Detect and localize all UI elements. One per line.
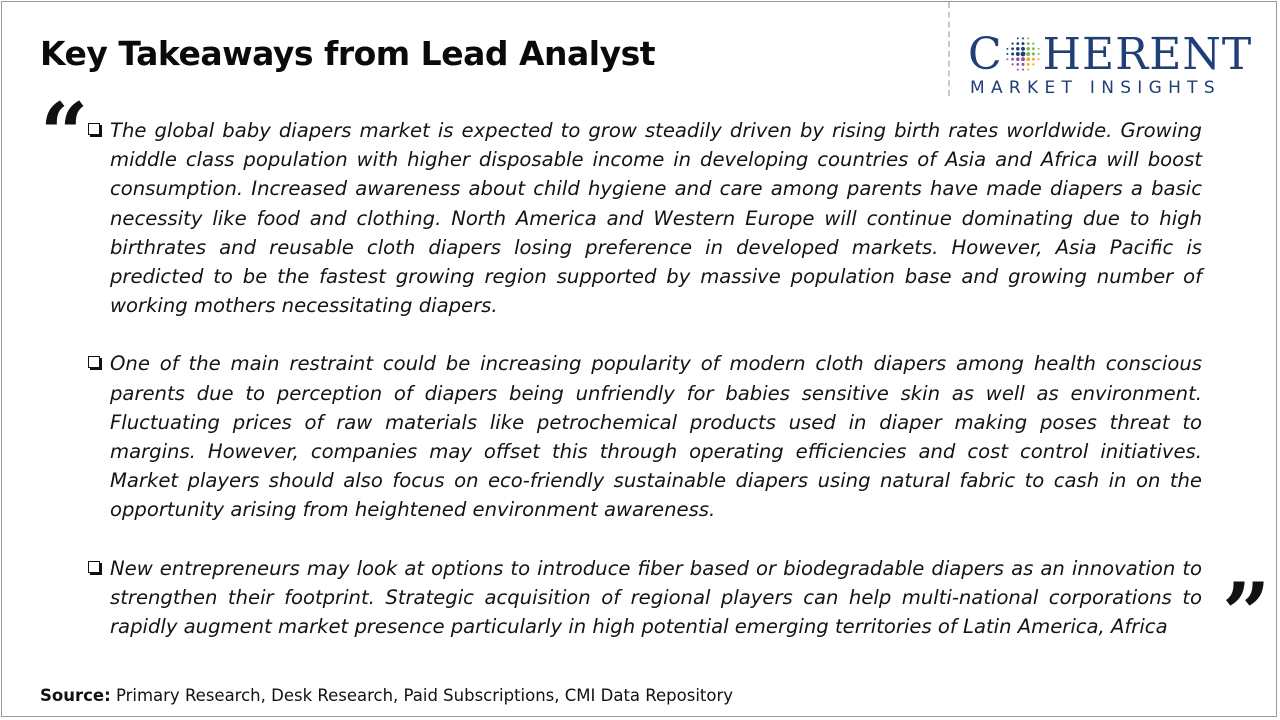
- list-item: [86, 116, 1202, 320]
- checkbox-bullet-icon: [88, 356, 100, 368]
- source-note: [40, 686, 733, 705]
- checkbox-bullet-icon: [88, 123, 100, 135]
- source-label: Source:: [40, 686, 111, 705]
- page-title: Key Takeaways from Lead Analyst: [40, 34, 655, 73]
- logo-wordmark: [968, 30, 1252, 80]
- logo-tagline: MARKET INSIGHTS: [970, 78, 1221, 98]
- list-item: [86, 554, 1202, 642]
- open-quote-icon: “: [40, 84, 89, 183]
- header-divider: [948, 2, 950, 96]
- company-logo: [968, 30, 1260, 100]
- takeaway-text: New entrepreneurs may look at options to introduce fiber based or biodegradable diapers as an innovation to strengthen their footprint. Strategic acquisition of regional players can help multi-national corporations to rapidly augment market presence particularly in high potential emerging territories of Latin America, Africa: [110, 556, 1202, 639]
- source-text: Primary Research, Desk Research, Paid Subscriptions, CMI Data Repository: [115, 686, 734, 705]
- list-item: [86, 349, 1202, 524]
- close-quote-icon: ”: [1222, 564, 1271, 663]
- logo-letter-prefix: C: [968, 29, 1003, 80]
- logo-letter-suffix: HERENT: [1042, 29, 1253, 80]
- takeaway-text: The global baby diapers market is expected to grow steadily driven by rising birth rates worldwide. Growing middle class population with higher disposable income in developing countries of Asia and Africa will boost consumption. Increased awareness about child hygiene and care among parents have made diapers a basic necessity like food and clothing. North America and Western Europe will continue dominating due to high birthrates and reusable cloth diapers losing preference in developed markets. However, Asia Pacific is predicted to be the fastest growing region supported by massive population base and growing number of working mothers necessitating diapers.: [110, 119, 1202, 318]
- takeaway-text: One of the main restraint could be increasing popularity of modern cloth diapers among health conscious parents due to perception of diapers being unfriendly for babies sensitive skin as well as environment. Fluctuating prices of raw materials like petrochemical products used in diaper making poses threat to margins. However, companies may offset this through operating efficiencies and cost control initiatives. Market players should also focus on eco-friendly sustainable diapers using natural fabric to cash in on the opportunity arising from heightened environment awareness.: [110, 352, 1202, 522]
- checkbox-bullet-icon: [88, 561, 100, 573]
- takeaway-list: [86, 116, 1202, 670]
- logo-dot-globe-icon: [1004, 35, 1042, 73]
